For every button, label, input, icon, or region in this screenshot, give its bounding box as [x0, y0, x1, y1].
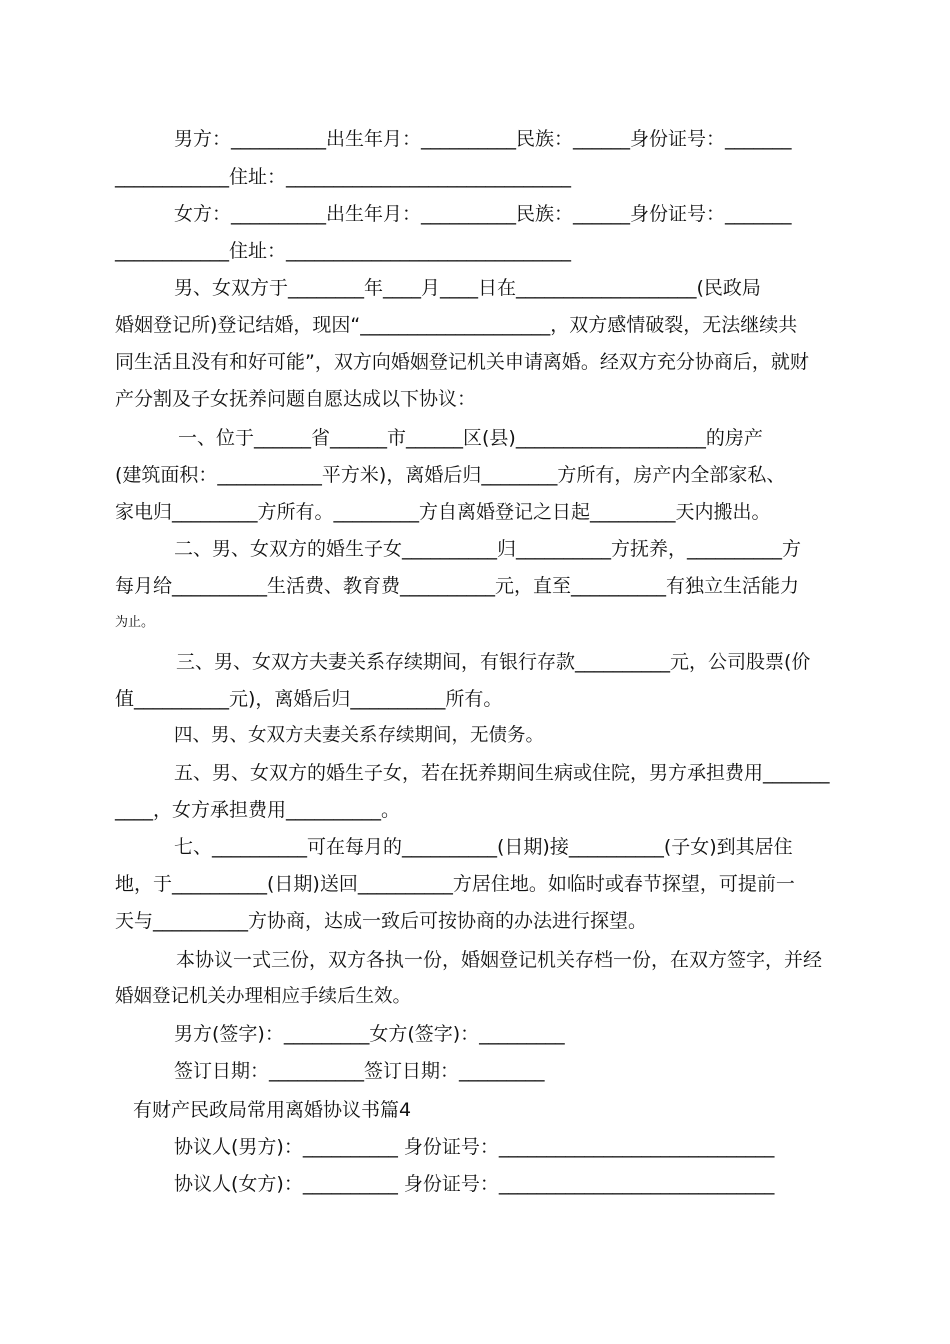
text-line: 一、位于______省______市______区(县)____________________的房产: [178, 427, 763, 449]
text-line: 值__________元)，离婚后归__________所有。: [115, 688, 503, 710]
text-line: 每月给__________生活费、教育费__________元，直至__________有独立生活能力: [115, 575, 800, 597]
text-line: 协议人(女方)：__________ 身份证号：_____________________________: [174, 1173, 775, 1195]
text-line: ____________住址：______________________________: [115, 240, 572, 262]
text-line: 本协议一式三份，双方各执一份，婚姻登记机关存档一份，在双方签字，并经: [176, 949, 823, 971]
text-line: 七、__________可在每月的__________(日期)接__________(子女)到其居住: [174, 836, 793, 858]
text-line: 签订日期：__________签订日期：_________: [174, 1060, 545, 1082]
text-line: ____，女方承担费用__________。: [115, 799, 401, 821]
text-line: 产分割及子女抚养问题自愿达成以下协议：: [115, 388, 477, 410]
text-line: 五、男、女双方的婚生子女，若在抚养期间生病或住院，男方承担费用_______: [174, 762, 830, 784]
text-line: 同生活且没有和好可能”，双方向婚姻登记机关申请离婚。经双方充分协商后，就财: [115, 351, 809, 373]
text-line: (建筑面积：___________平方米)，离婚后归________方所有，房产内全部家私、: [115, 464, 786, 486]
text-line: 男方(签字)：_________女方(签字)：_________: [174, 1023, 565, 1045]
text-line: 家电归_________方所有。_________方自离婚登记之日起_________天内搬出。: [115, 501, 771, 523]
text-line: 二、男、女双方的婚生子女__________归__________方抚养，__________方: [174, 538, 802, 560]
text-line: 婚姻登记机关办理相应手续后生效。: [115, 986, 412, 1007]
text-line: ____________住址：______________________________: [115, 166, 572, 188]
text-line: 婚姻登记所)登记结婚，现因“____________________，双方感情破裂，无法继续共: [115, 314, 798, 336]
text-line: 男方：__________出生年月：__________民族：______身份证号：_______: [174, 128, 792, 150]
text-line: 为止。: [115, 615, 155, 630]
text-line: 女方：__________出生年月：__________民族：______身份证号：_______: [174, 203, 792, 225]
text-line: 男、女双方于________年____月____日在___________________(民政局: [174, 277, 761, 299]
text-line: 天与__________方协商，达成一致后可按协商的办法进行探望。: [115, 910, 648, 932]
text-line: 三、男、女双方夫妻关系存续期间，有银行存款__________元，公司股票(价: [176, 651, 811, 673]
text-line: 地，于__________(日期)送回__________方居住地。如临时或春节探望，可提前一: [115, 873, 795, 895]
text-line: 四、男、女双方夫妻关系存续期间，无债务。: [174, 725, 545, 746]
section-heading: 有财产民政局常用离婚协议书篇4: [133, 1099, 412, 1121]
text-line: 协议人(男方)：__________ 身份证号：_____________________________: [174, 1136, 775, 1158]
